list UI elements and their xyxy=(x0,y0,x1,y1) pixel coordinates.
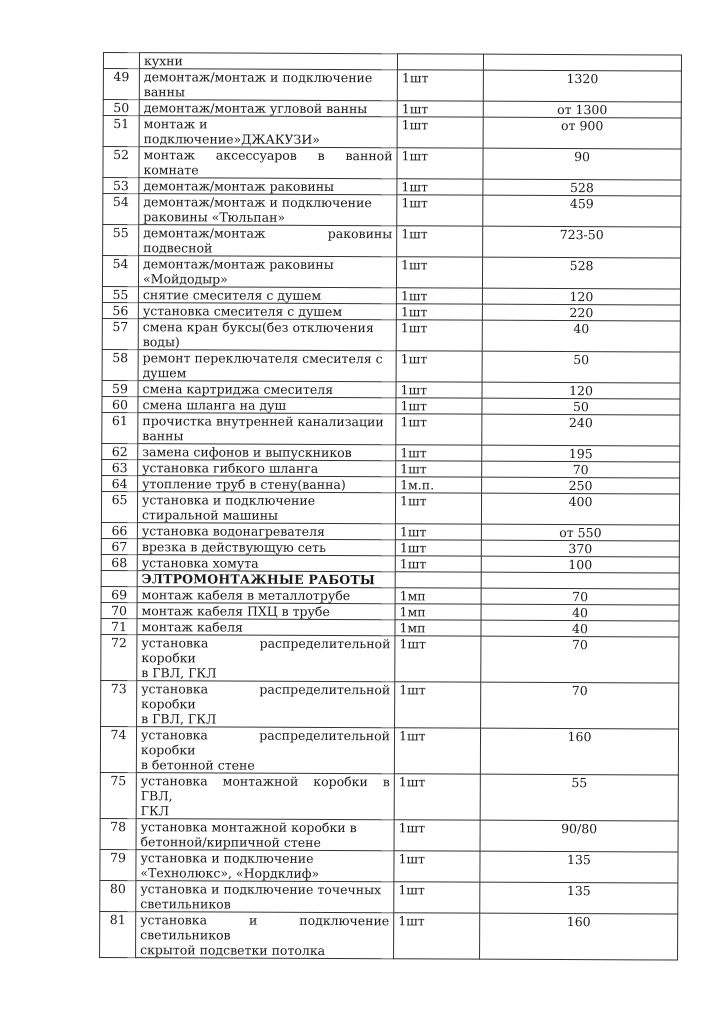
description-line: душем xyxy=(142,365,187,381)
table-row xyxy=(103,225,681,259)
table-row xyxy=(102,412,680,446)
row-number: 75 xyxy=(100,772,136,818)
unit-of-measure: 1шт xyxy=(396,351,482,382)
table-row xyxy=(102,459,680,478)
description-line: демонтаж/монтаж и подключение xyxy=(143,194,372,211)
unit-of-measure: 1шт xyxy=(396,304,482,320)
row-number: 64 xyxy=(102,475,138,491)
unit-of-measure: 1шт xyxy=(395,540,481,556)
row-number: 55 xyxy=(103,225,139,256)
table-row xyxy=(103,178,681,197)
unit-of-measure: 1шт xyxy=(394,774,480,820)
work-description xyxy=(138,444,396,461)
description-line: ГКЛ xyxy=(140,803,170,819)
row-number: 73 xyxy=(101,680,137,726)
work-description xyxy=(139,225,397,257)
description-line: установка монтажной коробки в ГВЛ, xyxy=(140,773,390,804)
unit-of-measure: 1шт xyxy=(395,682,481,728)
row-number: 71 xyxy=(101,618,137,634)
row-number: 67 xyxy=(101,538,137,554)
row-number: 55 xyxy=(102,286,138,302)
table-row xyxy=(101,522,679,541)
price-value: 195 xyxy=(482,445,680,462)
table-row xyxy=(102,380,680,399)
unit-of-measure: 1шт xyxy=(396,445,482,461)
description-line: смена картриджа смесителя xyxy=(142,381,334,398)
unit-of-measure: 1шт xyxy=(396,398,482,414)
description-line: смена кран буксы(без отключения xyxy=(142,319,374,336)
price-value: 250 xyxy=(482,477,680,494)
unit-of-measure: 1шт xyxy=(395,493,481,524)
table-row xyxy=(101,491,679,525)
row-number: 78 xyxy=(100,818,136,849)
unit-of-measure: 1шт xyxy=(397,195,483,226)
price-value: 50 xyxy=(482,351,680,383)
table-row xyxy=(101,554,679,573)
price-value: 40 xyxy=(481,604,679,621)
row-number: 49 xyxy=(103,69,139,100)
price-value xyxy=(481,572,679,589)
unit-of-measure: 1шт xyxy=(394,913,480,959)
work-description xyxy=(139,178,397,195)
work-description xyxy=(139,69,397,101)
work-description xyxy=(139,100,397,117)
unit-of-measure: 1шт xyxy=(394,851,480,882)
work-description xyxy=(138,460,396,477)
unit-of-measure: 1шт xyxy=(395,636,481,682)
unit-of-measure: 1шт xyxy=(395,556,481,572)
unit-of-measure: 1шт xyxy=(397,117,483,148)
description-line: врезка в действующую сеть xyxy=(141,539,326,555)
price-value: 459 xyxy=(483,195,681,227)
work-description xyxy=(138,476,396,493)
row-number: 59 xyxy=(102,380,138,396)
work-description xyxy=(139,53,397,70)
unit-of-measure: 1шт xyxy=(396,414,482,445)
description-line: монтаж кабеля в металлотрубе xyxy=(141,587,351,604)
table-row xyxy=(101,538,679,557)
price-value: 70 xyxy=(481,636,679,683)
price-value: 135 xyxy=(480,882,678,914)
table-row xyxy=(100,772,678,821)
price-value: 528 xyxy=(482,257,680,289)
description-line: «Технолюкс», «Нордклиф» xyxy=(140,865,320,881)
work-description xyxy=(137,681,395,728)
unit-of-measure: 1шт xyxy=(396,288,482,304)
price-value: 220 xyxy=(482,304,680,321)
row-number: 57 xyxy=(102,318,138,349)
work-description xyxy=(139,194,397,226)
work-description xyxy=(137,523,395,540)
work-description xyxy=(137,603,395,620)
unit-of-measure: 1шт xyxy=(396,382,482,398)
table-row xyxy=(102,256,680,290)
description-line: светильников xyxy=(140,896,231,912)
price-value: 70 xyxy=(482,461,680,478)
work-description xyxy=(137,492,395,524)
description-line: раковины «Тюльпан» xyxy=(143,209,286,225)
price-value: 90 xyxy=(483,148,681,180)
price-list-body xyxy=(100,53,682,961)
description-line: монтаж кабеля xyxy=(141,619,243,635)
row-number: 62 xyxy=(102,443,138,459)
row-number: 58 xyxy=(102,349,138,380)
price-value: 120 xyxy=(482,382,680,399)
row-number: 52 xyxy=(103,147,139,178)
row-number: 72 xyxy=(101,634,137,680)
work-description xyxy=(138,319,396,351)
table-row xyxy=(102,396,680,415)
description-line: воды) xyxy=(142,334,180,350)
table-row xyxy=(101,618,679,637)
description-line: монтаж и xyxy=(143,116,208,132)
description-line: утопление труб в стену(ванна) xyxy=(142,476,346,493)
table-row xyxy=(100,726,678,775)
table-row xyxy=(102,286,680,305)
price-value: 400 xyxy=(481,493,679,525)
unit-of-measure: 1шт xyxy=(397,179,483,195)
work-description xyxy=(139,147,397,179)
work-description xyxy=(138,397,396,414)
description-line: ЭЛТРОМОНТАЖНЫЕ РАБОТЫ xyxy=(141,571,376,588)
price-value: от 900 xyxy=(483,117,681,149)
description-line: стиральной машины xyxy=(141,507,279,523)
table-row xyxy=(101,602,679,621)
description-line: подключение»ДЖАКУЗИ» xyxy=(143,131,320,147)
table-row xyxy=(103,116,681,150)
row-number: 53 xyxy=(103,178,139,194)
table-row xyxy=(103,147,681,181)
row-number: 54 xyxy=(103,194,139,225)
description-line: установка монтажной коробки в xyxy=(140,819,357,836)
price-value: 160 xyxy=(480,913,678,960)
row-number: 66 xyxy=(101,522,137,538)
description-line: установка хомута xyxy=(141,555,259,571)
work-description xyxy=(136,819,394,851)
table-row xyxy=(103,69,681,103)
description-line: ванны xyxy=(143,84,185,100)
price-value: 240 xyxy=(482,414,680,446)
description-line: установка и подключение точечных xyxy=(140,881,382,898)
row-number: 68 xyxy=(101,554,137,570)
description-line: установка и подключение xyxy=(140,850,314,866)
description-line: в ГВЛ, ГКЛ xyxy=(141,665,217,681)
price-value: 160 xyxy=(480,728,678,775)
description-line: ванны xyxy=(142,428,184,444)
unit-of-measure: 1мп xyxy=(395,588,481,604)
row-number: 65 xyxy=(101,491,137,522)
table-row xyxy=(102,443,680,462)
row-number: 79 xyxy=(100,849,136,880)
row-number: 63 xyxy=(102,459,138,475)
work-description xyxy=(138,303,396,320)
unit-of-measure: 1шт xyxy=(394,820,480,851)
work-description xyxy=(137,619,395,636)
price-value: 135 xyxy=(480,851,678,883)
work-description xyxy=(136,727,394,774)
unit-of-measure: 1шт xyxy=(396,320,482,351)
description-line: смена шланга на душ xyxy=(142,397,287,413)
table-row xyxy=(102,318,680,352)
price-value: 70 xyxy=(481,588,679,605)
row-number: 56 xyxy=(102,302,138,318)
work-description xyxy=(139,116,397,148)
table-row xyxy=(102,475,680,494)
work-description xyxy=(137,587,395,604)
unit-of-measure xyxy=(397,54,483,70)
row-number xyxy=(103,53,139,69)
description-line: установка водонагревателя xyxy=(141,523,325,539)
description-line: бетонной/кирпичной стене xyxy=(140,834,321,850)
description-line: установка и подключение светильников xyxy=(140,912,390,943)
price-value: 70 xyxy=(481,682,679,729)
unit-of-measure: 1шт xyxy=(396,461,482,477)
work-description xyxy=(137,539,395,556)
price-value: 55 xyxy=(480,774,678,821)
unit-of-measure: 1шт xyxy=(394,882,480,913)
table-row xyxy=(101,586,679,605)
row-number: 54 xyxy=(102,256,138,287)
price-value: 528 xyxy=(483,179,681,196)
price-value: от 1300 xyxy=(483,101,681,118)
price-value: 1320 xyxy=(483,70,681,102)
unit-of-measure: 1мп xyxy=(395,620,481,636)
work-description xyxy=(136,773,394,820)
table-row xyxy=(103,100,681,119)
price-value xyxy=(483,54,681,71)
description-line: монтаж аксессуаров в ванной комнате xyxy=(143,147,393,178)
description-line: демонтаж/монтаж и подключение xyxy=(143,69,373,86)
description-line: установка распределительной коробки xyxy=(140,727,391,758)
description-line: демонтаж/монтаж раковины подвесной xyxy=(143,225,393,256)
work-description xyxy=(137,555,395,572)
description-line: в бетонной стене xyxy=(140,757,255,773)
price-value: 100 xyxy=(481,556,679,573)
price-value: от 550 xyxy=(481,524,679,541)
table-row xyxy=(103,194,681,228)
row-number: 51 xyxy=(103,116,139,147)
unit-of-measure: 1шт xyxy=(394,728,480,774)
unit-of-measure: 1шт xyxy=(397,148,483,179)
unit-of-measure: 1шт xyxy=(395,524,481,540)
table-row xyxy=(101,634,679,683)
row-number: 80 xyxy=(100,880,136,911)
price-value: 120 xyxy=(482,288,680,305)
work-description xyxy=(136,881,394,913)
table-row xyxy=(101,680,679,729)
row-number xyxy=(101,570,137,586)
unit-of-measure: 1мп xyxy=(395,604,481,620)
description-line: прочистка внутренней канализации xyxy=(142,413,384,430)
row-number: 60 xyxy=(102,396,138,412)
unit-of-measure: 1м.п. xyxy=(396,477,482,493)
row-number: 70 xyxy=(101,602,137,618)
description-line: снятие смесителя с душем xyxy=(142,287,322,303)
description-line: установка распределительной коробки xyxy=(141,681,391,712)
work-description xyxy=(138,413,396,445)
description-line: кухни xyxy=(143,53,183,69)
unit-of-measure: 1шт xyxy=(396,257,482,288)
row-number: 50 xyxy=(103,100,139,116)
price-value: 370 xyxy=(481,540,679,557)
description-line: замена сифонов и выпускников xyxy=(142,444,352,461)
row-number: 69 xyxy=(101,586,137,602)
work-description xyxy=(136,850,394,882)
description-line: «Мойдодыр» xyxy=(142,271,228,287)
row-number: 61 xyxy=(102,412,138,443)
description-line: скрытой подсветки потолка xyxy=(140,942,326,958)
price-value: 90/80 xyxy=(480,820,678,852)
table-row xyxy=(100,849,678,883)
work-description xyxy=(138,350,396,382)
description-line: монтаж кабеля ПХЦ в трубе xyxy=(141,603,330,619)
work-description xyxy=(137,635,395,682)
table-row xyxy=(102,302,680,321)
unit-of-measure: 1шт xyxy=(397,101,483,117)
table-row xyxy=(100,880,678,914)
description-line: установка смесителя с душем xyxy=(142,303,343,320)
price-value: 723-50 xyxy=(483,226,681,258)
description-line: установка гибкого шланга xyxy=(142,460,319,476)
work-description xyxy=(138,256,396,288)
price-list-table xyxy=(99,52,682,961)
description-line: установка распределительной коробки xyxy=(141,635,391,666)
description-line: установка и подключение xyxy=(142,492,316,508)
table-row xyxy=(102,349,680,383)
description-line: демонтаж/монтаж угловой ванны xyxy=(143,100,368,117)
unit-of-measure: 1шт xyxy=(397,226,483,257)
price-value: 50 xyxy=(482,398,680,415)
table-row xyxy=(100,911,678,960)
description-line: демонтаж/монтаж раковины xyxy=(143,256,334,273)
unit-of-measure xyxy=(395,572,481,588)
description-line: в ГВЛ, ГКЛ xyxy=(141,711,217,727)
row-number: 81 xyxy=(100,911,136,957)
price-value: 40 xyxy=(481,620,679,637)
unit-of-measure: 1шт xyxy=(397,70,483,101)
description-line: демонтаж/монтаж раковины xyxy=(143,178,335,195)
work-description xyxy=(138,287,396,304)
work-description xyxy=(136,912,394,959)
price-value: 40 xyxy=(482,320,680,352)
work-description xyxy=(138,381,396,398)
row-number: 74 xyxy=(100,726,136,772)
description-line: ремонт переключателя смесителя с xyxy=(142,350,383,367)
section-header-row xyxy=(101,570,679,589)
table-row xyxy=(100,818,678,852)
section-title xyxy=(137,571,395,588)
